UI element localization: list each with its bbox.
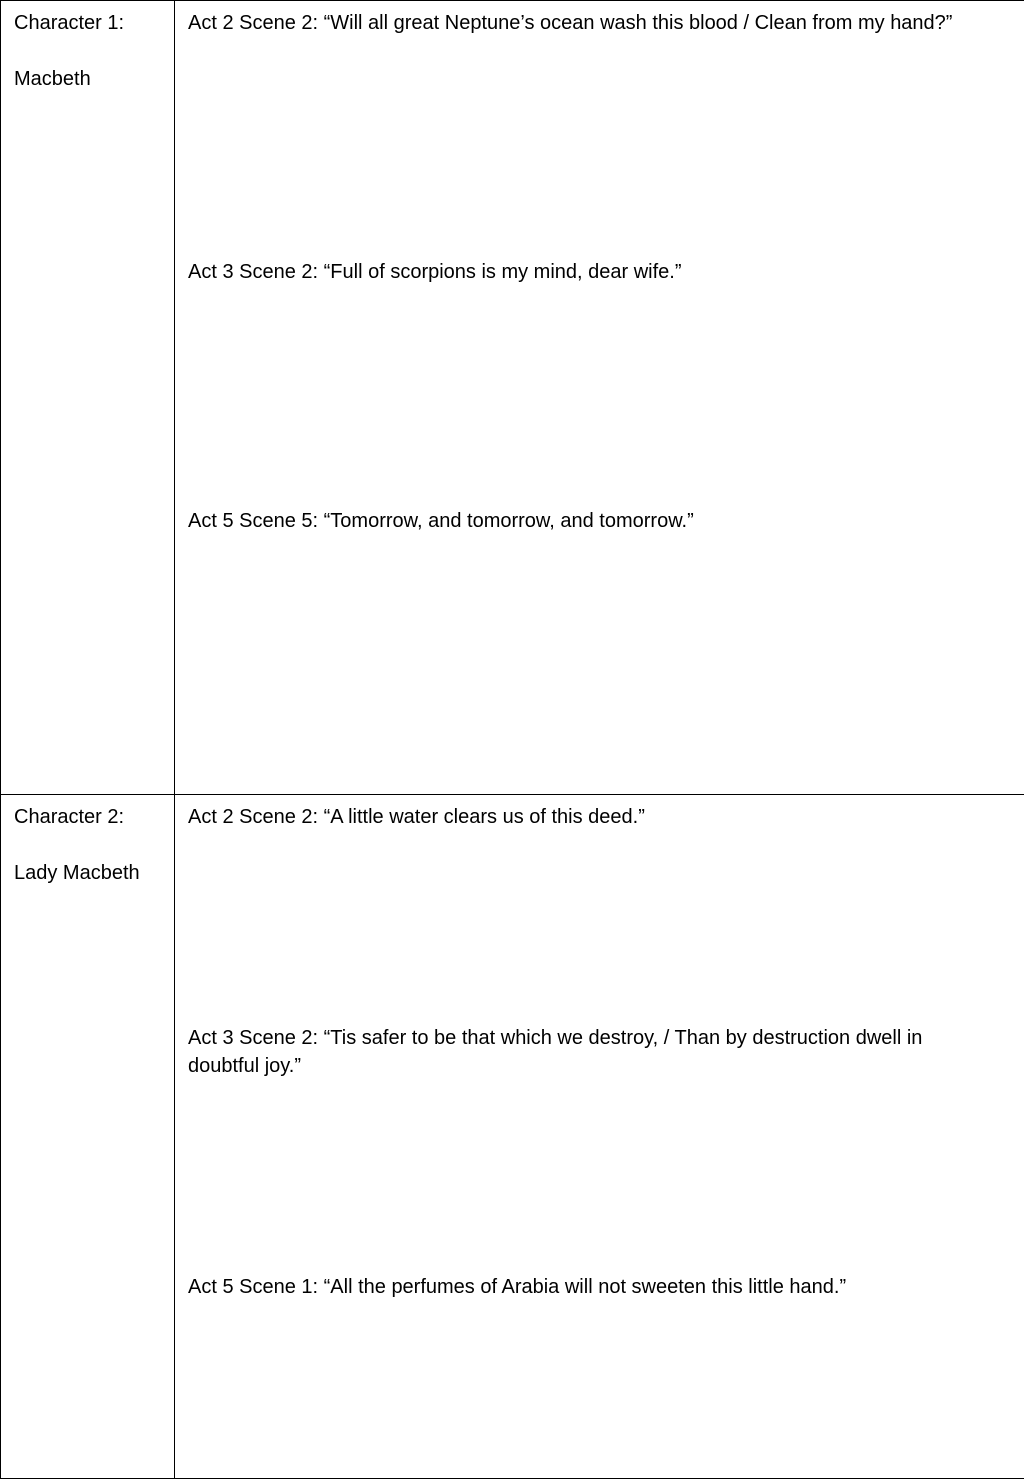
character-name: Macbeth [14,68,91,90]
character-heading: Character 1: [14,12,125,34]
character-heading: Character 2: [14,806,125,828]
character-cell [1,1,175,795]
quote-text: Act 3 Scene 2: “Tis safer to be that which we destroy, / Than by destruction dwell in doubtful joy.” [188,1027,923,1077]
table-row [1,1,1024,795]
character-cell [1,795,175,1479]
quote-text: Act 2 Scene 2: “Will all great Neptune’s ocean wash this blood / Clean from my hand?” [188,12,953,34]
quote-text: Act 5 Scene 1: “All the perfumes of Arabia will not sweeten this little hand.” [188,1276,847,1298]
quotes-cell [175,1,1024,795]
table-row [1,795,1024,1479]
quotes-cell [175,795,1024,1479]
quote-text: Act 5 Scene 5: “Tomorrow, and tomorrow, and tomorrow.” [188,510,694,532]
character-name: Lady Macbeth [14,862,140,884]
quote-text: Act 2 Scene 2: “A little water clears us of this deed.” [188,806,645,828]
quote-text: Act 3 Scene 2: “Full of scorpions is my mind, dear wife.” [188,261,682,283]
